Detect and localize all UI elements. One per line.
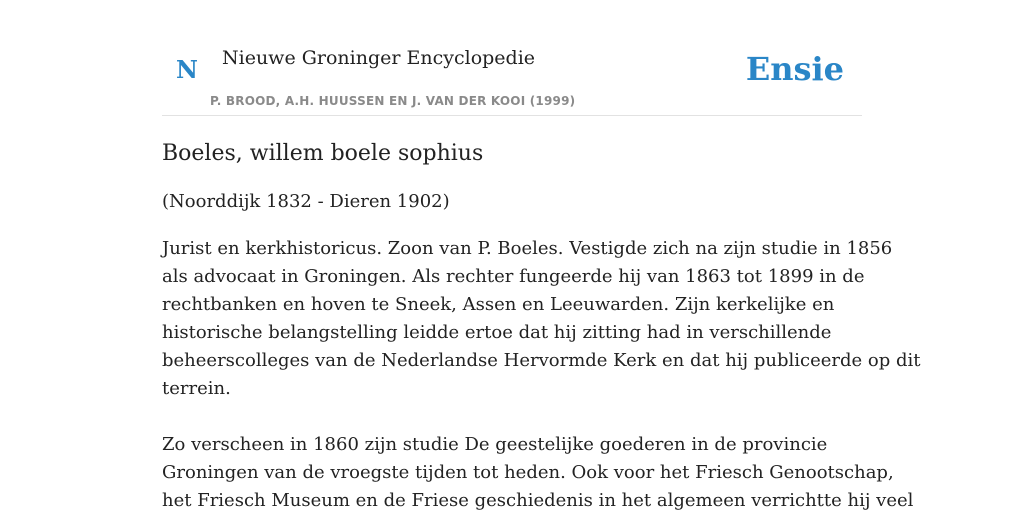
- paragraph-line: het Friesch Museum en de Friese geschiedenis in het algemeen verrichtte hij veel: [162, 490, 914, 511]
- paragraph-line: Groningen van de vroegste tijden tot heden. Ook voor het Friesch Genootschap,: [162, 462, 894, 483]
- source-header: [162, 40, 862, 116]
- paragraph-line: beheerscolleges van de Nederlandse Hervormde Kerk en dat hij publiceerde op dit: [162, 350, 921, 371]
- source-authors: P. BROOD, A.H. HUUSSEN EN J. VAN DER KOOI (1999): [210, 94, 576, 108]
- entry-body: [162, 235, 921, 512]
- paragraph-line: rechtbanken en hoven te Sneek, Assen en Leeuwarden. Zijn kerkelijke en: [162, 294, 835, 315]
- body-paragraph: [162, 431, 914, 512]
- brand-logo[interactable]: Ensie: [745, 50, 844, 88]
- entry-subtitle: (Noorddijk 1832 - Dieren 1902): [162, 191, 450, 212]
- paragraph-line: als advocaat in Groningen. Als rechter fungeerde hij van 1863 tot 1899 in de: [162, 266, 865, 287]
- entry-title: Boeles, willem boele sophius: [162, 141, 484, 166]
- source-work-title[interactable]: Nieuwe Groninger Encyclopedie: [222, 47, 536, 69]
- entry-article: [162, 138, 921, 512]
- paragraph-line: historische belangstelling leidde ertoe dat hij zitting had in verschillende: [162, 322, 832, 343]
- body-paragraph: [162, 235, 921, 403]
- paragraph-line: Zo verscheen in 1860 zijn studie De geestelijke goederen in de provincie: [162, 434, 828, 455]
- paragraph-line: terrein.: [162, 378, 231, 399]
- source-logo[interactable]: N: [176, 55, 198, 84]
- paragraph-line: Jurist en kerkhistoricus. Zoon van P. Boeles. Vestigde zich na zijn studie in 1856: [162, 238, 893, 259]
